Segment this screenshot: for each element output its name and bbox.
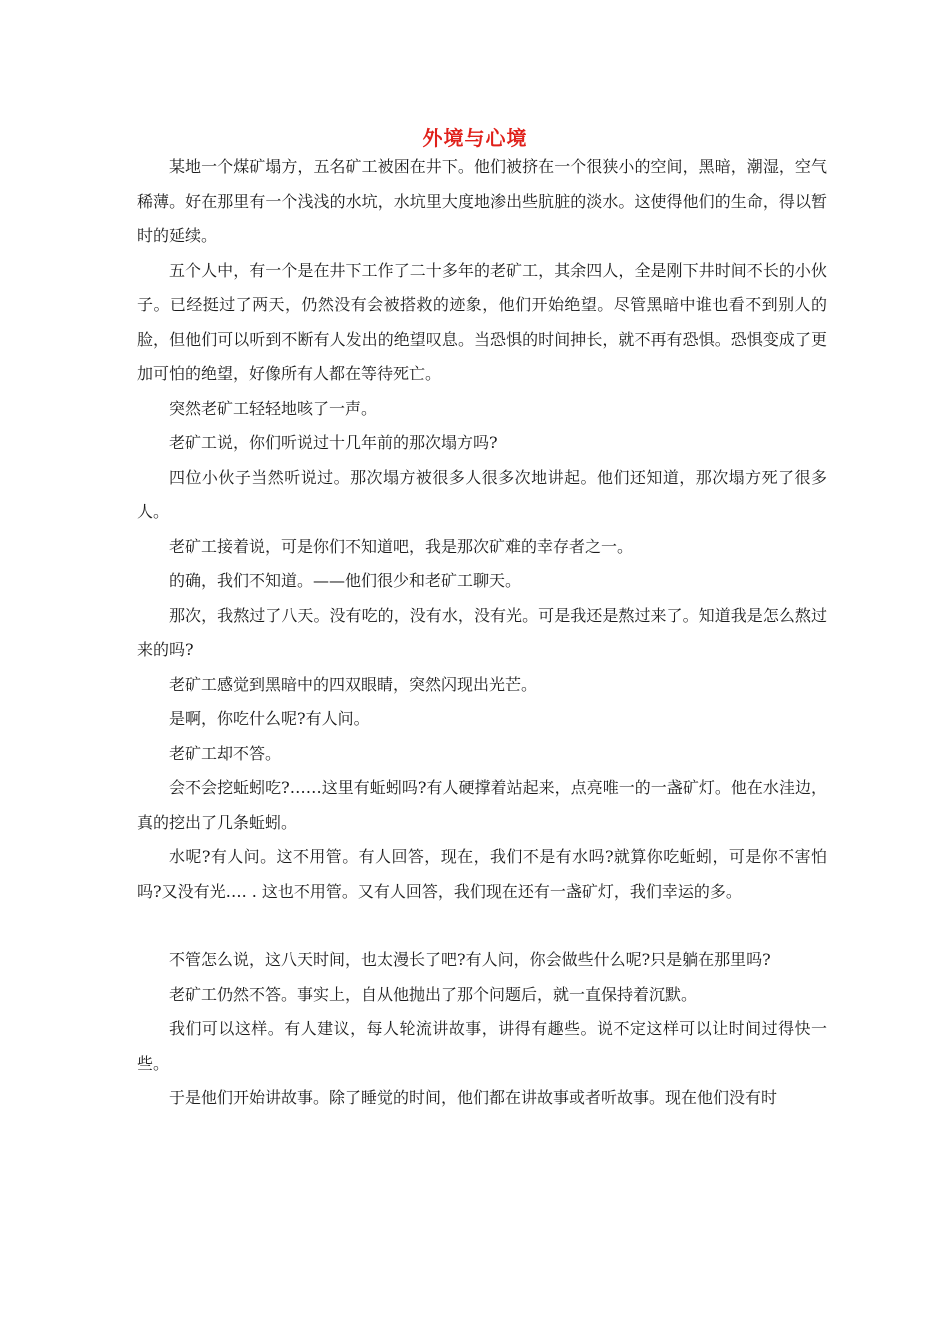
paragraph: 会不会挖蚯蚓吃?……这里有蚯蚓吗?有人硬撑着站起来，点亮唯一的一盏矿灯。他在水洼边，真的挖出了几条蚯蚓。 [137,778,827,832]
paragraph: 老矿工仍然不答。事实上，自从他抛出了那个问题后，就一直保持着沉默。 [169,984,698,1004]
paragraph: 水呢?有人问。这不用管。有人回答，现在，我们不是有水吗?就算你吃蚯蚓，可是你不害怕吗?又没有光…. . 这也不用管。又有人回答，我们现在还有一盏矿灯，我们幸运的多。 [137,847,827,901]
paragraph: 于是他们开始讲故事。除了睡觉的时间，他们都在讲故事或者听故事。现在他们没有时 [169,1088,778,1107]
paragraph: 四位小伙子当然听说过。那次塌方被很多人很多次地讲起。他们还知道，那次塌方死了很多人。 [137,467,827,521]
paragraph: 的确，我们不知道。——他们很少和老矿工聊天。 [169,571,522,590]
paragraph: 老矿工感觉到黑暗中的四双眼睛，突然闪现出光芒。 [169,674,538,694]
paragraph: 老矿工却不答。 [169,743,282,763]
paragraph: 是啊，你吃什么呢?有人问。 [169,709,370,728]
paragraph: 老矿工接着说，可是你们不知道吧，我是那次矿难的幸存者之一。 [169,536,634,556]
paragraph: 不管怎么说，这八天时间，也太漫长了吧?有人问，你会做些什么呢?只是躺在那里吗? [169,950,771,969]
paragraph: 那次，我熬过了八天。没有吃的，没有水，没有光。可是我还是熬过来了。知道我是怎么熬过来的吗? [137,605,827,659]
paragraph: 老矿工说，你们听说过十几年前的那次塌方吗? [169,433,498,452]
document-title: 外境与心境 [422,126,528,150]
paragraph: 五个人中，有一个是在井下工作了二十多年的老矿工，其余四人，全是刚下井时间不长的小伙子。已经挺过了两天，仍然没有会被搭救的迹象，他们开始绝望。尽管黑暗中谁也看不到别人的脸，但他们可以听到不断有人发出的绝望叹息。当恐惧的时间抻长，就不再有恐惧。恐惧变成了更加可怕的绝望，好像所有人都在等待死亡。 [137,260,827,383]
document-body [137,150,827,1116]
paragraph: 某地一个煤矿塌方，五名矿工被困在井下。他们被挤在一个很狭小的空间，黑暗，潮湿，空气稀薄。好在那里有一个浅浅的水坑，水坑里大度地渗出些肮脏的淡水。这使得他们的生命，得以暂时的延续。 [137,157,827,245]
paragraph: 我们可以这样。有人建议，每人轮流讲故事，讲得有趣些。说不定这样可以让时间过得快一些。 [137,1019,827,1073]
paragraph: 突然老矿工轻轻地咳了一声。 [169,398,378,418]
